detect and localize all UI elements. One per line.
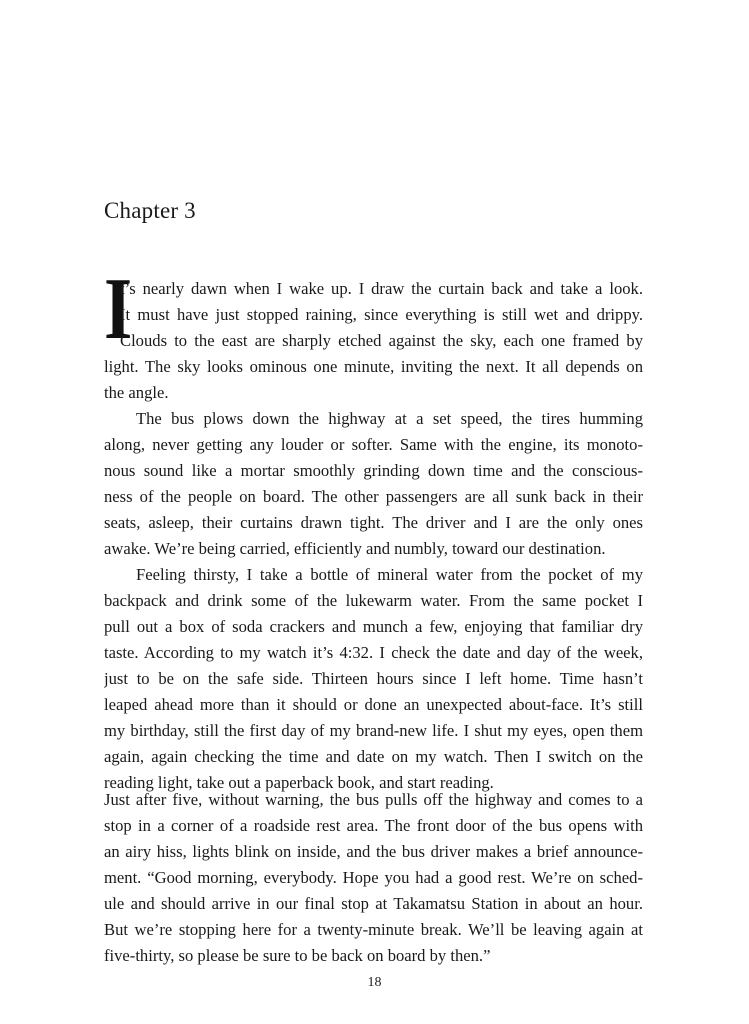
text-line: just to be on the safe side. Thirteen hours since I left home. Time hasn’t: [104, 669, 643, 688]
text-line: taste. According to my watch it’s 4:32. I check the date and day of the week,: [104, 643, 643, 662]
text-line: ment. “Good morning, everybody. Hope you had a good rest. We’re on sched-: [104, 868, 643, 887]
text-line: leaped ahead more than it should or done an unexpected about-face. It’s still: [104, 695, 643, 714]
text-line: The bus plows down the highway at a set speed, the tires humming: [136, 409, 643, 428]
text-line: an airy hiss, lights blink on inside, and the bus driver makes a brief announce-: [104, 842, 643, 861]
text-line: Clouds to the east are sharply etched against the sky, each one framed by: [120, 331, 643, 350]
text-line: It must have just stopped raining, since everything is still wet and drippy.: [120, 305, 643, 324]
page-number: 18: [367, 975, 382, 990]
text-line: again, again checking the time and date on my watch. Then I switch on the: [104, 747, 643, 766]
text-line: five-thirty, so please be sure to be back on board by then.”: [104, 946, 491, 965]
text-line: the angle.: [104, 383, 169, 402]
text-line: ule and should arrive in our final stop at Takamatsu Station in about an hour.: [104, 894, 643, 913]
text-line: light. The sky looks ominous one minute, inviting the next. It all depends on: [104, 357, 643, 376]
text-line: But we’re stopping here for a twenty-minute break. We’ll be leaving again at: [104, 920, 643, 939]
text-line: Feeling thirsty, I take a bottle of mineral water from the pocket of my: [136, 565, 643, 584]
text-line: seats, asleep, their curtains drawn tight. The driver and I are the only ones: [104, 513, 643, 532]
paragraph-3: [104, 562, 643, 796]
text-line: along, never getting any louder or softer. Same with the engine, its monoto-: [104, 435, 643, 454]
text-line: Just after five, without warning, the bus pulls off the highway and comes to a: [104, 790, 643, 809]
text-line: nous sound like a mortar smoothly grinding down time and the conscious-: [104, 461, 643, 480]
text-line: awake. We’re being carried, efficiently and numbly, toward our destination.: [104, 539, 606, 558]
text-line: t’s nearly dawn when I wake up. I draw the curtain back and take a look.: [120, 279, 643, 298]
paragraph-2: [104, 406, 643, 562]
text-line: my birthday, still the first day of my brand-new life. I shut my eyes, open them: [104, 721, 643, 740]
paragraph-4: [104, 787, 643, 969]
chapter-title: Chapter 3: [104, 198, 196, 223]
text-line: pull out a box of soda crackers and munch a few, enjoying that familiar dry: [104, 617, 643, 636]
text-line: ness of the people on board. The other passengers are all sunk back in their: [104, 487, 643, 506]
text-line: reading light, take out a paperback book, and start reading.: [104, 773, 494, 792]
drop-cap: I: [104, 261, 133, 358]
text-line: stop in a corner of a roadside rest area. The front door of the bus opens with: [104, 816, 643, 835]
paragraph-1: [104, 261, 643, 406]
text-line: backpack and drink some of the lukewarm water. From the same pocket I: [104, 591, 643, 610]
